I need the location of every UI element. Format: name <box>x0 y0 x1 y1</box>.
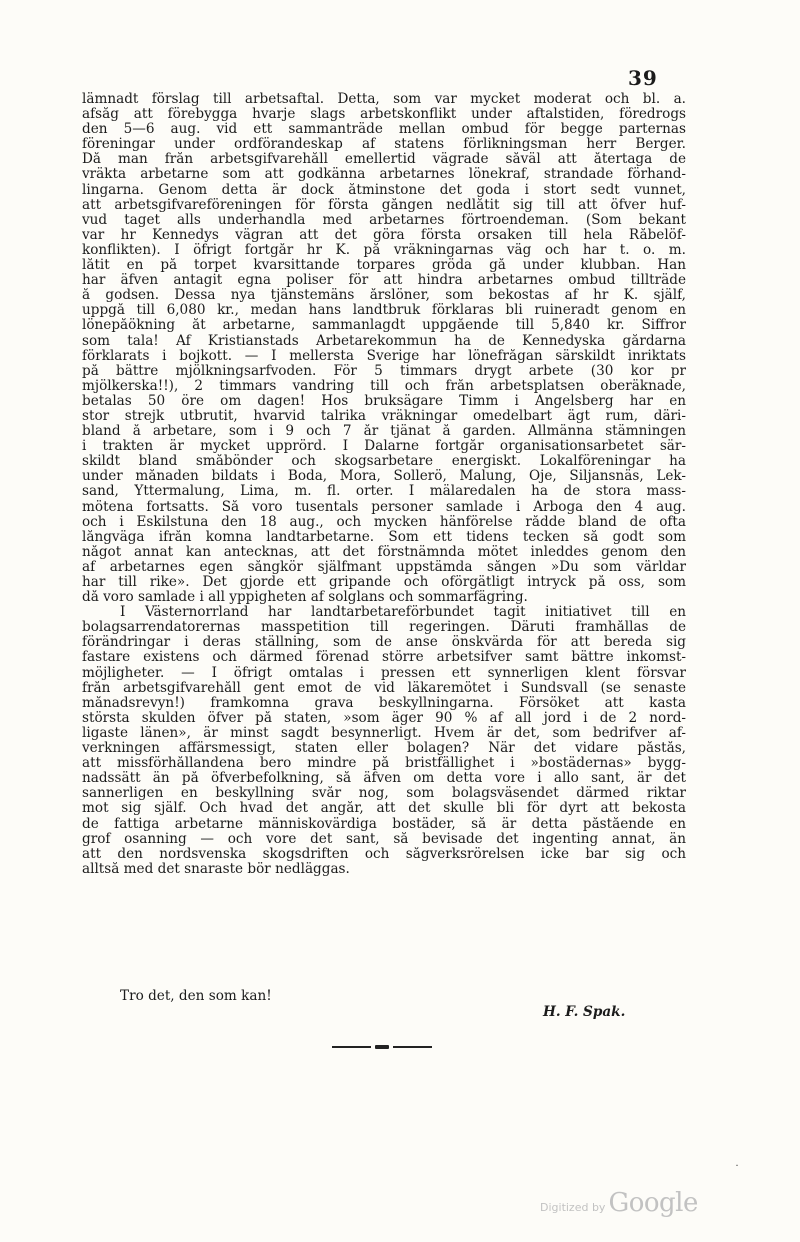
text-line: Då man från arbetsgifvarehåll emellertid vägrade såväl att återtaga de <box>82 152 686 168</box>
text-line: af arbetarnes egen sångkör själfmant uppstämda sången »Du som världar <box>82 559 686 575</box>
closing-line: Tro det, den som kan! <box>120 988 272 1004</box>
text-line: I Västernorrland har landtarbetareförbundet tagit initiativet till en <box>120 605 686 621</box>
text-line: lönepåökning åt arbetarne, sammanlagdt uppgående till 5,840 kr. Siffror <box>82 318 686 334</box>
text-line: har till rike». Det gjorde ett gripande och oförgätligt intryck på oss, som <box>82 575 686 590</box>
text-line: å godsen. Dessa nya tjänstemäns årslöner, som bekostas af hr K. själf, <box>82 288 686 304</box>
text-line: vud taget alls underhandla med arbetarnes förtroendeman. (Som bekant <box>82 212 686 228</box>
text-line: bolagsarrendatorernas masspetition till regeringen. Däruti framhållas de <box>82 620 686 636</box>
text-line: från arbetsgifvarehåll gent emot de vid läkaremötet i Sundsvall (se senaste <box>82 680 686 696</box>
text-line: i trakten är mycket upprörd. I Dalarne fortgår organisationsarbetet sär- <box>82 439 686 455</box>
text-line: då voro samlade i all yppigheten af solglans och sommarfägring. <box>82 590 528 606</box>
text-line: att arbetsgifvareföreningen för första gången nedlåtit sig till att öfver huf- <box>82 197 686 213</box>
text-line: månadsrevyn!) framkomna grava beskyllningarna. Försöket att kasta <box>82 695 686 711</box>
text-line: att missförhållandena bero mindre på bristfällighet i »bostädernas» bygg- <box>82 756 686 772</box>
text-line: långväga ifrån komna landtarbetarne. Som ett tidens tecken så godt som <box>82 529 686 545</box>
text-line: på bättre mjölkningsarfvoden. För 5 timmars drygt arbete (30 kor pr <box>82 363 686 379</box>
page-number: 39 <box>628 66 658 90</box>
text-line: nadssätt än på öfverbefolkning, så äfven om detta vore i allo sant, är det <box>82 771 686 787</box>
text-line: uppgå till 6,080 kr., medan hans landtbruk förklaras bli ruineradt genom en <box>82 303 686 319</box>
text-line: verkningen affärsmessigt, staten eller bolagen? När det vidare påstås, <box>82 741 686 757</box>
text-line: största skulden öfver på staten, »som äger 90 % af all jord i de 2 nord- <box>82 710 686 726</box>
text-line: vräkta arbetarne som att godkänna arbetarnes lönekraf, strandade förhand- <box>82 167 686 183</box>
text-line: stor strejk utbrutit, hvarvid talrika vräkningar omedelbart ägt rum, däri- <box>82 408 686 424</box>
text-line: att den nordsvenska skogsdriften och sågverksrörelsen icke bar sig och <box>82 846 686 862</box>
text-line: förklarats i bojkott. — I mellersta Sverige har lönefrågan särskildt inriktats <box>82 348 686 364</box>
author-signature: H. F. Spak. <box>543 1004 626 1020</box>
text-line: de fattiga arbetarne människovärdiga bostäder, så är detta påstående en <box>82 816 686 832</box>
text-line: fastare existens och därmed förenad större arbetsifver samt bättre inkomst- <box>82 650 686 666</box>
text-line: ligaste länen», är minst sagdt besynnerligt. Hvem är det, som bedrifver af- <box>82 725 686 741</box>
text-line: afsåg att förebygga hvarje slags arbetskonflikt under aftalstiden, föredrogs <box>82 107 686 123</box>
text-line: den 5—6 aug. vid ett sammanträde mellan ombud för begge parternas <box>82 122 686 138</box>
text-line: mötena fortsatts. Så voro tusentals personer samlade i Arboga den 4 aug. <box>82 499 686 515</box>
google-logo-text: Google <box>608 1188 698 1218</box>
text-line: lämnadt förslag till arbetsaftal. Detta, som var mycket moderat och bl. a. <box>82 92 686 107</box>
text-line: var hr Kennedys vägran att det göra första orsaken till hela Råbelöf- <box>82 227 686 243</box>
text-line: sannerligen en beskyllning svår nog, som bolagsväsendet därmed riktar <box>82 786 686 802</box>
divider-rule-left <box>332 1046 371 1048</box>
text-line: lingarna. Genom detta är dock åtminstone det goda i stort sedt vunnet, <box>82 182 686 198</box>
text-line: skildt bland småbönder och skogsarbetare energiskt. Lokalföreningar ha <box>82 454 686 470</box>
text-line: möjligheter. — I öfrigt omtalas i pressen ett synnerligen klent försvar <box>82 665 686 681</box>
text-line: mjölkerska!!), 2 timmars vandring till och från arbetsplatsen oberäknade, <box>82 378 686 394</box>
text-line: låtit en på torpet kvarsittande torpares gröda gå under klubban. Han <box>82 258 686 274</box>
divider-ornament <box>375 1045 389 1049</box>
text-line: sand, Yttermalung, Lima, m. fl. orter. I mälaredalen ha de stora mass- <box>82 484 686 500</box>
text-line: som tala! Af Kristianstads Arbetarekommun ha de Kennedyska gårdarna <box>82 333 686 349</box>
text-line: betalas 50 öre om dagen! Hos bruksägare Timm i Ängelsberg har en <box>82 393 686 409</box>
text-line: konflikten). I öfrigt fortgår hr K. på vräkningarnas väg och har t. o. m. <box>82 242 686 258</box>
text-line: bland å arbetare, som i 9 och 7 år tjänat å garden. Allmänna stämningen <box>82 424 686 440</box>
text-line: föreningar under ordförandeskap af statens förlikningsman herr Berger. <box>82 137 686 153</box>
text-line: mot sig själf. Och hvad det angår, att det skulle bli för dyrt att bekosta <box>82 801 686 817</box>
text-line: något annat kan antecknas, att det förstnämnda mötet inleddes genom den <box>82 544 686 560</box>
stray-mark: ˙ <box>734 1163 740 1177</box>
text-line: alltså med det snaraste bör nedläggas. <box>82 861 350 877</box>
text-line: och i Eskilstuna den 18 aug., och mycken hänförelse rådde bland de ofta <box>82 514 686 530</box>
text-line: har äfven antagit egna poliser för att hindra arbetarnes ombud tillträde <box>82 273 686 289</box>
text-line: under månaden bildats i Boda, Mora, Sollerö, Malung, Öje, Siljansnäs, Lek- <box>82 469 686 485</box>
section-divider <box>332 1046 432 1048</box>
text-line: förändringar i deras ställning, som de anse önskvärda för att bereda sig <box>82 635 686 651</box>
watermark-prefix: Digitized by <box>540 1201 606 1214</box>
body-text <box>82 92 686 877</box>
digitization-watermark <box>540 1188 698 1218</box>
divider-rule-right <box>393 1046 432 1048</box>
text-line: grof osanning — och vore det sant, så bevisade det ingenting annat, än <box>82 831 686 847</box>
